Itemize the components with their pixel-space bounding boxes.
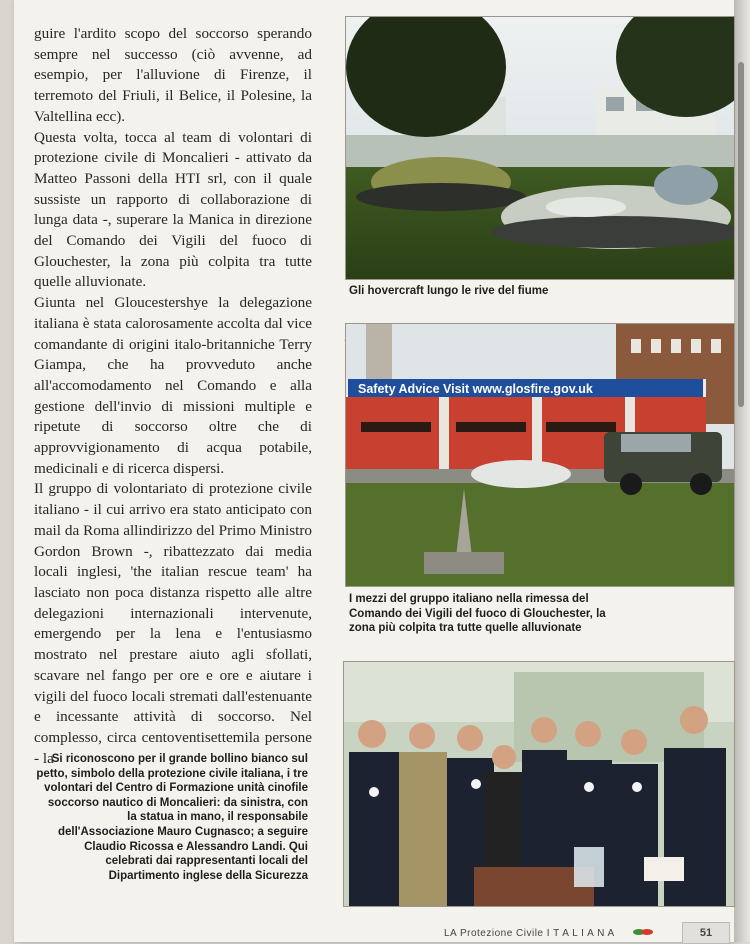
paragraph-1: guire l'ardito scopo del soccorso sperando sempre nel successo (ciò avvenne, ad esempio, per l'alluvione di Firenze, il terremoto del Friuli, il Belice, il Polesine, la Valtellina ecc).: [34, 25, 312, 125]
paragraph-2: Questa volta, tocca al team di volontari di protezione civile di Moncalieri - attivato da Matteo Passoni della HTI srl, con il quale sussiste un rapporto di collaborazione di lunga data -, superare la Manica in direzione del Comando dei Vigili del fuoco di Glouchester, la zona più colpita tra tutte quelle alluvionate.: [34, 128, 312, 291]
page-footer: [420, 926, 734, 942]
scrollbar[interactable]: [738, 62, 744, 407]
article-body: [34, 24, 312, 769]
hovercraft-photo: [345, 16, 735, 280]
hovercraft-caption: Gli hovercraft lungo le rive del fiume: [349, 285, 549, 297]
team-caption: Si riconoscono per il grande bollino bianco sul petto, simbolo della protezione civile italiana, i tre volontari del Centro di Formazione unità cinofile soccorso nautico di Moncalieri: da sinistra, con la statua in mano, il responsabile dell'Associazione Mauro Cugnasco; a seguire Claudio Ricossa e Alessandro Landi. Qui celebrati dai rappresentanti locali del Dipartimento inglese della Sicurezza: [36, 753, 308, 882]
magazine-brand: LA Protezione Civile I T A L I A N A: [444, 928, 615, 939]
page-number: 51: [682, 922, 730, 944]
station-sign-text: Safety Advice Visit www.glosfire.gov.uk: [358, 382, 593, 396]
fire-station-caption: I mezzi del gruppo italiano nella rimessa del Comando dei Vigili del fuoco di Glouchester, la zona più colpita tra tutte quelle alluvionate: [349, 593, 606, 635]
leaf-logo-icon: [632, 926, 654, 941]
paragraph-3: Giunta nel Gloucestershye la delegazione italiana è stata calorosamente accolta dal vice comandante di origini italo-britanniche Terry Giampa, che ha provveduto anche all'accomodamento nel Comando e alla gestione dell'invio di missioni multiple e ripetute di soccorso oltre che di approvvigionamento di acqua potabile, medicinali e di ricerca dispersi.: [34, 294, 312, 477]
team-photo: [343, 661, 735, 907]
paragraph-4: Il gruppo di volontariato di protezione civile italiano - il cui arrivo era stato anticipato con mail da Roma allindirizzo del Primo Ministro Gordon Brown -, ribattezzato dai media locali inglesi, 'the italian rescue team' ha lasciato non poca distanza rispetto alle altre delegazioni internazionali intervenute, emergendo per la lena e l'entusiasmo mostrato nel prestare aiuto agli sfollati, scavare nel fango per ore e ore e aiutare i vigili del fuoco locali stremati dall'estenuante e incessante attività di soccorso. Nel complesso, circa centoventisettemila persone - la: [34, 480, 312, 767]
fire-station-photo: [345, 323, 735, 587]
